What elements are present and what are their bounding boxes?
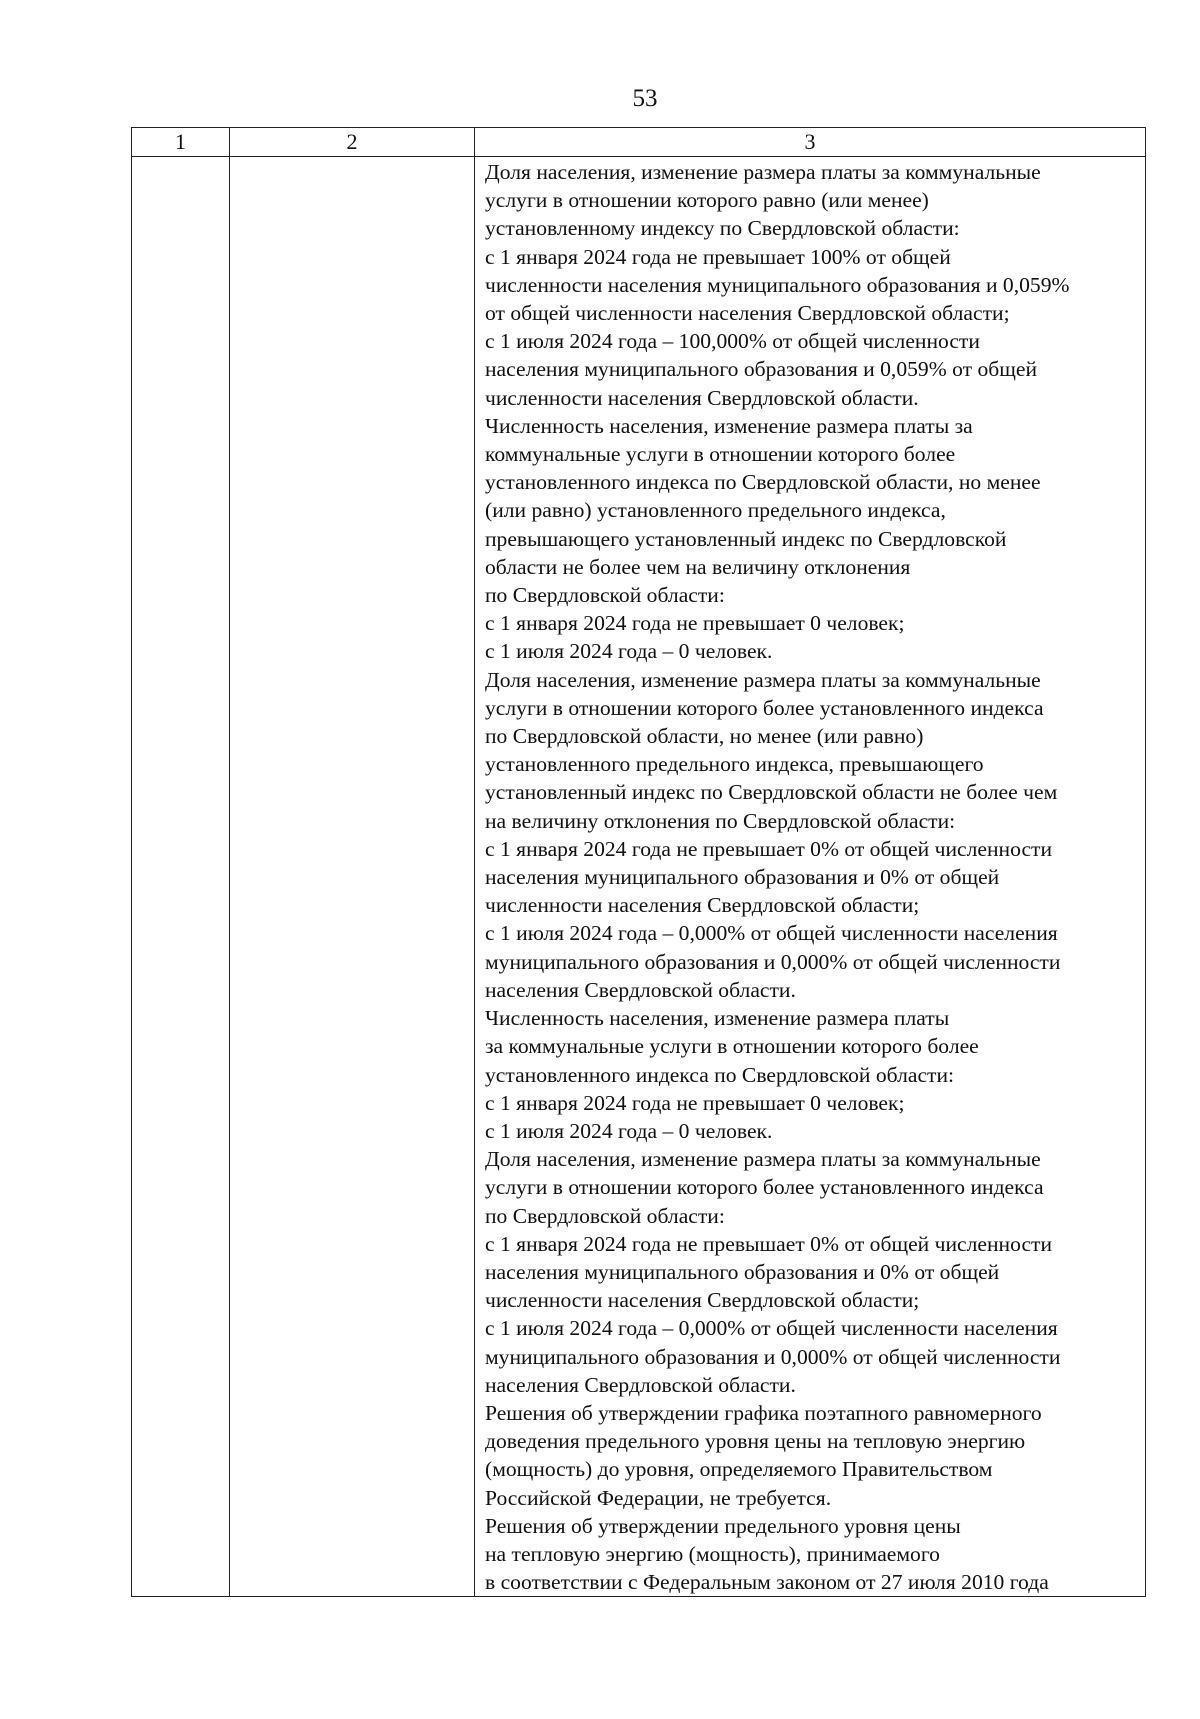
text-line: превышающего установленный индекс по Свердловской: [485, 526, 1007, 551]
text-line: услуги в отношении которого более установленного индекса: [485, 1175, 1044, 1200]
text-line: в соответствии с Федеральным законом от 27 июля 2010 года: [485, 1570, 1049, 1595]
text-line: услуги в отношении которого более установленного индекса: [485, 695, 1044, 720]
text-line: муниципального образования и 0,000% от общей численности: [485, 1344, 1061, 1369]
text-line: Решения об утверждении графика поэтапного равномерного: [485, 1400, 1042, 1425]
text-line: на величину отклонения по Свердловской области:: [485, 808, 956, 833]
text-line: за коммунальные услуги в отношении которого более: [485, 1034, 979, 1059]
text-line: установленному индексу по Свердловской области:: [485, 216, 960, 241]
text-line: населения муниципального образования и 0% от общей: [485, 865, 1000, 890]
text-line: Доля населения, изменение размера платы за коммунальные: [485, 1147, 1041, 1172]
text-line: на тепловую энергию (мощность), принимаемого: [485, 1541, 940, 1566]
column-1-cell: [132, 157, 230, 1597]
text-line: установленный индекс по Свердловской области не более чем: [485, 780, 1058, 805]
text-line: коммунальные услуги в отношении которого более: [485, 442, 956, 467]
text-line: Численность населения, изменение размера платы: [485, 1006, 950, 1031]
column-header-3: 3: [475, 128, 1146, 157]
text-line: муниципального образования и 0,000% от общей численности: [485, 949, 1061, 974]
text-line: доведения предельного уровня цены на тепловую энергию: [485, 1429, 1026, 1454]
text-line: с 1 июля 2024 года – 0,000% от общей численности населения: [485, 1316, 1058, 1341]
text-line: населения муниципального образования и 0% от общей: [485, 1259, 1000, 1284]
text-line: (мощность) до уровня, определяемого Правительством: [485, 1457, 993, 1482]
text-line: услуги в отношении которого равно (или менее): [485, 188, 929, 213]
text-line: численности населения Свердловской области.: [485, 385, 919, 410]
table-row: [132, 157, 1146, 1597]
text-line: с 1 января 2024 года не превышает 0 человек;: [485, 1090, 905, 1115]
text-line: Решения об утверждении предельного уровня цены: [485, 1513, 961, 1538]
text-line: области не более чем на величину отклонения: [485, 554, 911, 579]
text-line: установленного индекса по Свердловской области, но менее: [485, 470, 1041, 495]
document-table: [131, 127, 1146, 1597]
text-line: от общей численности населения Свердловской области;: [485, 301, 1010, 326]
page-number: 53: [632, 85, 658, 112]
text-line: численности населения муниципального образования и 0,059%: [485, 272, 1070, 297]
text-line: (или равно) установленного предельного индекса,: [485, 498, 946, 523]
text-line: населения Свердловской области.: [485, 977, 796, 1002]
text-line: численности населения Свердловской области;: [485, 893, 920, 918]
text-line: с 1 января 2024 года не превышает 0% от общей численности: [485, 1231, 1053, 1256]
text-line: по Свердловской области:: [485, 583, 725, 608]
text-line: с 1 января 2024 года не превышает 0% от общей численности: [485, 836, 1053, 861]
column-3-text: [475, 157, 1145, 1596]
text-line: по Свердловской области:: [485, 1203, 725, 1228]
text-line: установленного индекса по Свердловской области:: [485, 1062, 955, 1087]
column-header-2: 2: [230, 128, 475, 157]
text-line: Доля населения, изменение размера платы за коммунальные: [485, 667, 1041, 692]
text-line: Российской Федерации, не требуется.: [485, 1485, 832, 1510]
text-line: населения Свердловской области.: [485, 1372, 796, 1397]
text-line: Численность населения, изменение размера платы за: [485, 413, 973, 438]
text-line: с 1 июля 2024 года – 0 человек.: [485, 639, 773, 664]
text-line: с 1 января 2024 года не превышает 0 человек;: [485, 611, 905, 636]
text-line: с 1 июля 2024 года – 0,000% от общей численности населения: [485, 921, 1058, 946]
column-header-1: 1: [132, 128, 230, 157]
text-line: установленного предельного индекса, превышающего: [485, 752, 984, 777]
text-line: по Свердловской области, но менее (или равно): [485, 724, 924, 749]
text-line: с 1 июля 2024 года – 0 человек.: [485, 1118, 773, 1143]
text-line: Доля населения, изменение размера платы за коммунальные: [485, 160, 1041, 184]
table-header-row: [132, 128, 1146, 157]
text-line: численности населения Свердловской области;: [485, 1288, 920, 1313]
text-line: населения муниципального образования и 0,059% от общей: [485, 357, 1038, 382]
column-2-cell: [230, 157, 475, 1597]
column-3-cell: [475, 157, 1146, 1597]
text-line: с 1 июля 2024 года – 100,000% от общей численности: [485, 329, 980, 354]
text-line: с 1 января 2024 года не превышает 100% от общей: [485, 244, 951, 269]
